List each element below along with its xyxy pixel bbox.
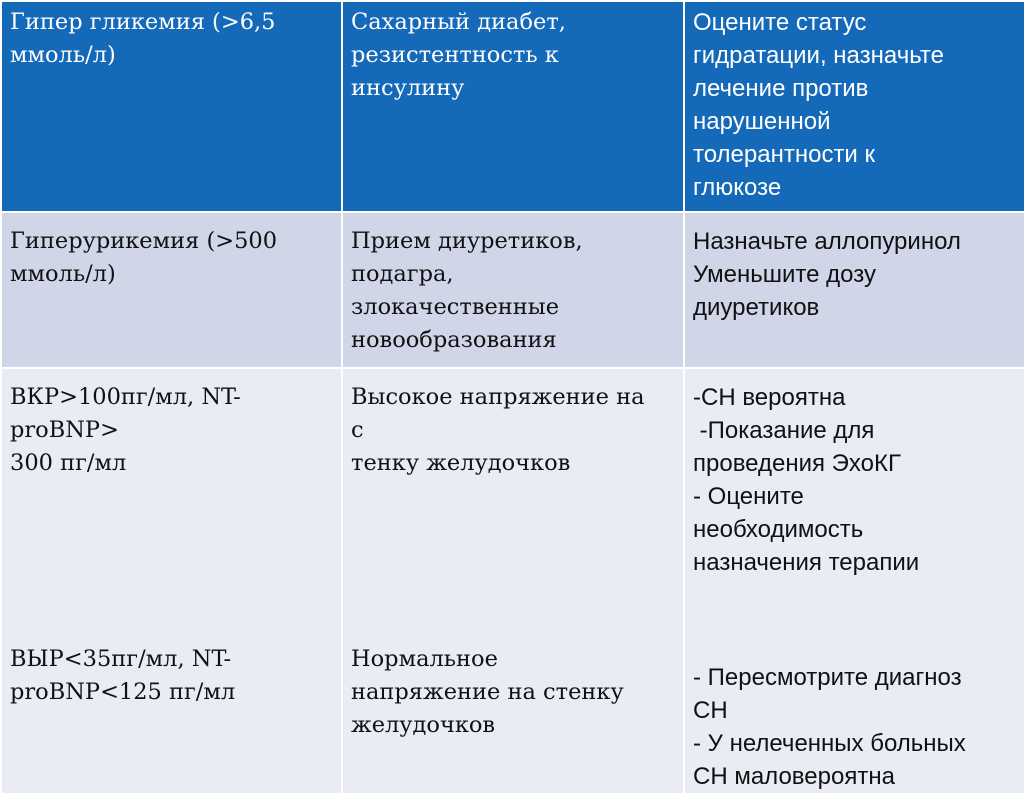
text-line: 300 пг/мл — [10, 450, 127, 476]
cell-condition — [1, 212, 342, 368]
text-line: Высокое напряжение на — [351, 384, 645, 410]
text-line: СН маловероятна — [693, 763, 895, 790]
cell-condition — [1, 1, 342, 212]
text-line: диуретиков — [693, 294, 820, 321]
text-line: злокачественные — [351, 294, 560, 320]
text-line: с — [351, 417, 364, 443]
text-line: СН — [693, 697, 728, 724]
text-line: новообразования — [351, 327, 557, 353]
text-line: Уменьшите дозу — [693, 261, 876, 288]
text-line: - Пересмотрите диагноз — [693, 664, 962, 691]
text-line: Оцените статус — [693, 9, 867, 36]
text-line: глюкозе — [693, 174, 782, 201]
text-line: Гипер гликемия (>6,5 — [10, 9, 276, 35]
text-line: Назначьте аллопуринол — [693, 228, 961, 255]
text-line: желудочков — [351, 712, 496, 738]
text-line: Нормальное — [351, 646, 498, 672]
table-row — [1, 1, 1024, 212]
cell-condition — [1, 368, 342, 793]
text-line: ВКР>100пг/мл, NT- — [10, 384, 241, 410]
text-line: нарушенной — [693, 108, 831, 135]
text-line: Гиперурикемия (>500 — [10, 228, 278, 254]
text-line: лечение против — [693, 75, 869, 102]
text-line: инсулину — [351, 75, 465, 101]
cell-cause — [342, 1, 684, 212]
table-row — [1, 212, 1024, 368]
text-line: - Оцените — [693, 483, 804, 510]
text-line: резистентность к — [351, 42, 559, 68]
cell-action — [684, 1, 1024, 212]
text-line: -Показание для — [693, 417, 875, 444]
text-line: гидратации, назначьте — [693, 42, 944, 69]
text-line: Прием диуретиков, — [351, 228, 583, 254]
table-row — [1, 368, 1024, 793]
text-line: proBNP<125 пг/мл — [10, 679, 236, 705]
text-line: Сахарный диабет, — [351, 9, 566, 35]
text-line: назначения терапии — [693, 549, 920, 576]
text-line: ммоль/л) — [10, 261, 116, 287]
text-line: необходимость — [693, 516, 864, 543]
text-line: тенку желудочков — [351, 450, 571, 476]
cell-action — [684, 368, 1024, 793]
text-line: -СН вероятна — [693, 384, 846, 411]
text-line: ммоль/л) — [10, 42, 116, 68]
cell-action — [684, 212, 1024, 368]
cell-cause — [342, 212, 684, 368]
cell-cause — [342, 368, 684, 793]
text-line: proBNP> — [10, 417, 119, 443]
text-line: толерантности к — [693, 141, 876, 168]
text-line: напряжение на стенку — [351, 679, 624, 705]
text-line: - У нелеченных больных — [693, 730, 966, 757]
text-line: проведения ЭхоКГ — [693, 450, 901, 477]
text-line: ВЫР<35пг/мл, NT- — [10, 646, 232, 672]
text-line: подагра, — [351, 261, 454, 287]
